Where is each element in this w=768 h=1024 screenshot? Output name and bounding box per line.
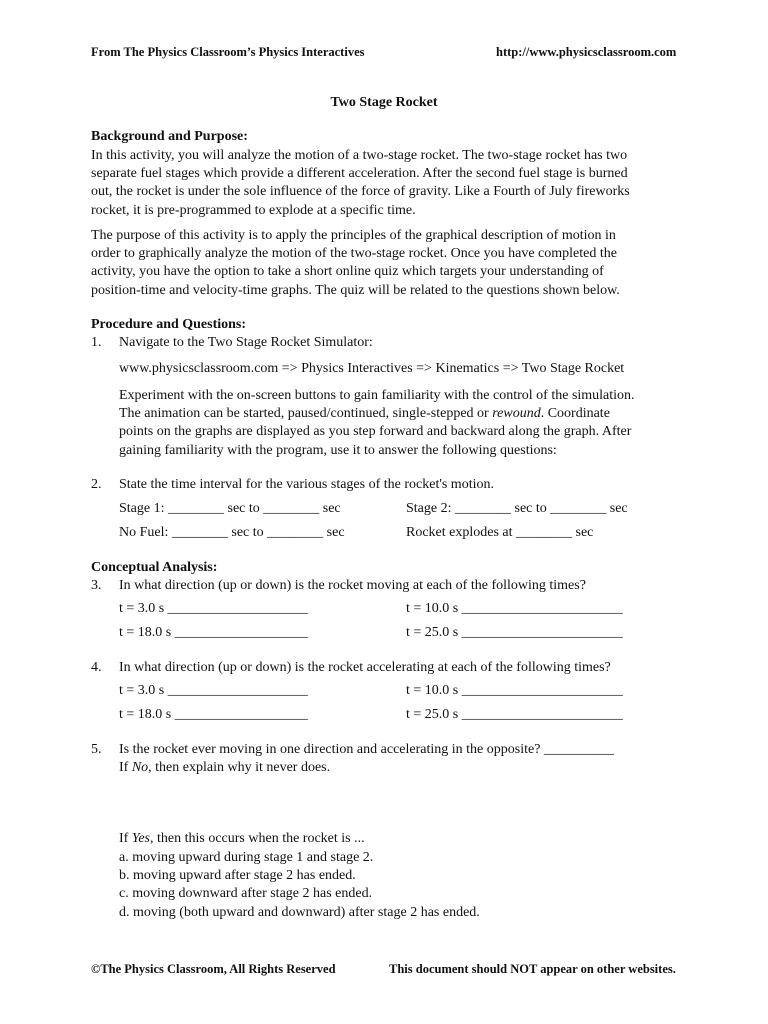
question-5-text: Is the rocket ever moving in one direction and accelerating in the opposite? __________ bbox=[119, 742, 614, 757]
page-title: Two Stage Rocket bbox=[330, 95, 438, 110]
answer-blank: t = 3.0 s ____________________ bbox=[119, 601, 308, 616]
text-line: activity, you have the option to take a short online quiz which targets your understanding of bbox=[91, 264, 604, 280]
choice-option: b. moving upward after stage 2 has ended. bbox=[119, 868, 356, 884]
question-3-text: In what direction (up or down) is the rocket moving at each of the following times? bbox=[119, 578, 586, 593]
answer-blank: t = 25.0 s _______________________ bbox=[406, 625, 623, 640]
answer-blank: t = 25.0 s _______________________ bbox=[406, 707, 623, 722]
background-paragraph-2 bbox=[91, 227, 691, 300]
emphasis-text: Yes bbox=[131, 831, 150, 846]
question-number: 3. bbox=[91, 578, 102, 593]
answer-blank: t = 3.0 s ____________________ bbox=[119, 683, 308, 698]
explodes-answer: Rocket explodes at ________ sec bbox=[406, 525, 594, 540]
text-line: gaining familiarity with the program, use it to answer the following questions: bbox=[119, 442, 557, 458]
question-number: 4. bbox=[91, 660, 102, 675]
conceptual-heading: Conceptual Analysis: bbox=[91, 560, 218, 575]
question-1-text: Navigate to the Two Stage Rocket Simulator: bbox=[119, 335, 373, 350]
text-line: Experiment with the on-screen buttons to gain familiarity with the control of the simulation. bbox=[119, 388, 635, 403]
question-2-text: State the time interval for the various stages of the rocket's motion. bbox=[119, 477, 494, 492]
text-line: The purpose of this activity is to apply the principles of the graphical description of motion in bbox=[91, 228, 616, 243]
text-segment: If bbox=[119, 760, 132, 775]
text-line: separate fuel stages which provide a different acceleration. After the second fuel stage is burned bbox=[91, 166, 628, 182]
header-source: From The Physics Classroom’s Physics Interactives bbox=[91, 45, 365, 59]
choice-list bbox=[119, 849, 619, 922]
choice-option: a. moving upward during stage 1 and stage 2. bbox=[119, 850, 374, 865]
if-no-line bbox=[119, 760, 330, 776]
question-number: 2. bbox=[91, 477, 102, 492]
navigation-path: www.physicsclassroom.com => Physics Interactives => Kinematics => Two Stage Rocket bbox=[119, 361, 625, 376]
text-line: points on the graphs are displayed as you step forward and backward along the graph. After bbox=[119, 424, 632, 440]
text-line bbox=[119, 405, 699, 423]
answer-blank: t = 18.0 s ___________________ bbox=[119, 625, 308, 640]
header-url: http://www.physicsclassroom.com bbox=[496, 45, 677, 59]
text-segment: , then explain why it never does. bbox=[148, 760, 331, 775]
experiment-paragraph bbox=[119, 387, 699, 460]
background-paragraph-1 bbox=[91, 147, 691, 220]
emphasis-text: rewound bbox=[492, 406, 541, 422]
text-segment: . Coordinate bbox=[540, 406, 610, 422]
answer-blank: t = 10.0 s _______________________ bbox=[406, 683, 623, 698]
text-line: order to graphically analyze the motion of the two-stage rocket. Once you have completed the bbox=[91, 246, 617, 262]
stage-2-answer: Stage 2: ________ sec to ________ sec bbox=[406, 501, 628, 516]
text-line: position-time and velocity-time graphs. The quiz will be related to the questions shown below. bbox=[91, 282, 620, 298]
emphasis-text: No bbox=[131, 760, 149, 775]
if-yes-line bbox=[119, 831, 365, 847]
answer-blank: t = 10.0 s _______________________ bbox=[406, 601, 623, 616]
text-segment: The animation can be started, paused/continued, single-stepped or bbox=[119, 406, 493, 422]
choice-option: c. moving downward after stage 2 has ended. bbox=[119, 886, 373, 902]
stage-1-answer: Stage 1: ________ sec to ________ sec bbox=[119, 501, 341, 516]
background-heading: Background and Purpose: bbox=[91, 129, 248, 144]
question-4-text: In what direction (up or down) is the rocket accelerating at each of the following times? bbox=[119, 660, 611, 675]
text-line: out, the rocket is under the sole influence of the force of gravity. Like a Fourth of July fireworks bbox=[91, 184, 630, 200]
text-segment: If bbox=[119, 831, 132, 846]
footer-notice: This document should NOT appear on other websites. bbox=[389, 962, 676, 976]
question-number: 5. bbox=[91, 742, 102, 757]
choice-option: d. moving (both upward and downward) after stage 2 has ended. bbox=[119, 904, 480, 920]
procedure-heading: Procedure and Questions: bbox=[91, 317, 247, 332]
question-number: 1. bbox=[91, 335, 102, 350]
no-fuel-answer: No Fuel: ________ sec to ________ sec bbox=[119, 525, 345, 540]
footer-copyright: ©The Physics Classroom, All Rights Reserved bbox=[91, 962, 336, 976]
answer-blank: t = 18.0 s ___________________ bbox=[119, 707, 308, 722]
text-line: In this activity, you will analyze the motion of a two-stage rocket. The two-stage rocket has two bbox=[91, 148, 628, 163]
text-line: rocket, it is pre-programmed to explode at a specific time. bbox=[91, 202, 416, 218]
text-segment: , then this occurs when the rocket is ... bbox=[150, 831, 365, 846]
